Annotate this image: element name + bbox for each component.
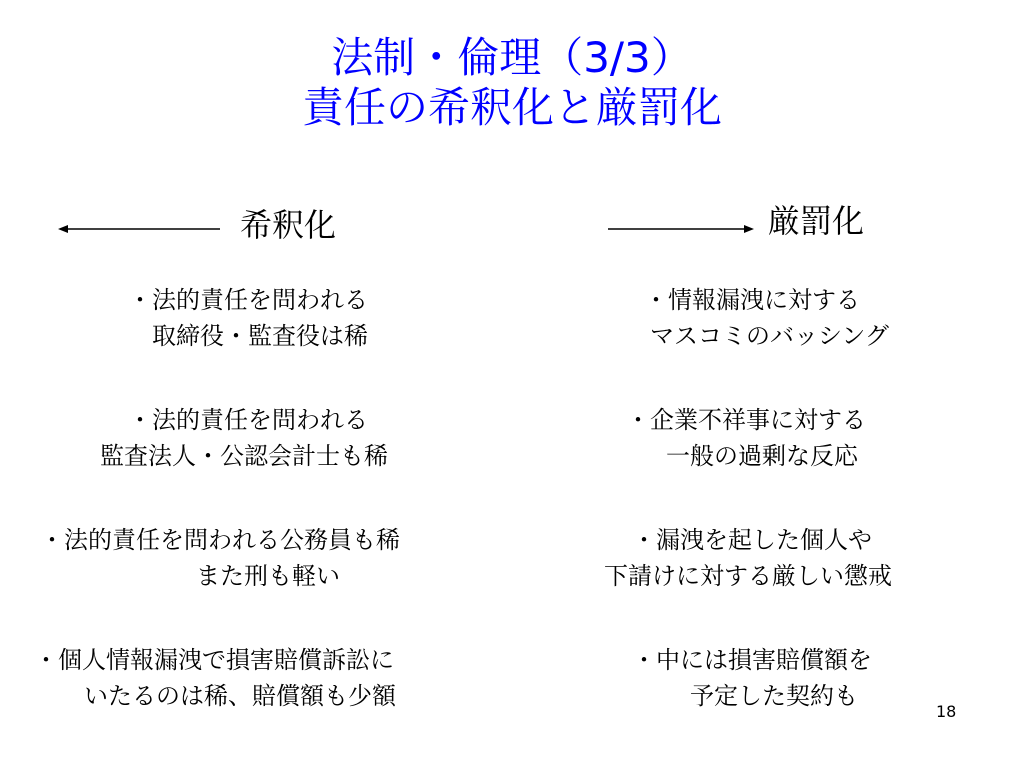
left-item-2-line-2: 監査法人・公認会計士も稀	[100, 442, 388, 470]
slide-title-line-1: 法制・倫理（3/3）	[331, 33, 693, 82]
right-item-2	[626, 402, 866, 438]
right-item-1-line-2: マスコミのバッシング	[650, 322, 889, 350]
right-item-1	[644, 282, 860, 318]
right-item-3-line-1: ・漏洩を起した個人や	[632, 526, 872, 554]
page-number: 18	[936, 702, 957, 721]
arrow-right-icon	[608, 219, 754, 239]
right-item-4-line-2: 予定した契約も	[690, 682, 858, 710]
left-item-3-line-2: また刑も軽い	[196, 562, 340, 590]
left-item-3	[40, 522, 400, 558]
right-item-3-cont	[604, 558, 892, 594]
right-item-2-line-2: 一般の過剰な反応	[666, 442, 858, 470]
left-item-1-line-1: ・法的責任を問われる	[128, 286, 368, 314]
left-item-1-line-2: 取締役・監査役は稀	[152, 322, 368, 350]
right-item-3-line-2: 下請けに対する厳しい懲戒	[604, 562, 892, 590]
left-item-3-line-1: ・法的責任を問われる公務員も稀	[40, 526, 400, 554]
left-item-2-cont	[100, 438, 388, 474]
heading-severe-punishment: 厳罰化	[768, 202, 865, 240]
right-item-1-cont	[650, 318, 889, 354]
left-item-2	[128, 402, 368, 438]
left-item-4-line-2: いたるのは稀、賠償額も少額	[84, 682, 396, 710]
right-item-2-line-1: ・企業不祥事に対する	[626, 406, 866, 434]
left-item-2-line-1: ・法的責任を問われる	[128, 406, 368, 434]
left-item-4-line-1: ・個人情報漏洩で損害賠償訴訟に	[34, 646, 394, 674]
slide-title-line-2: 責任の希釈化と厳罰化	[301, 83, 722, 132]
right-item-1-line-1: ・情報漏洩に対する	[644, 286, 860, 314]
arrow-left-icon	[58, 219, 220, 239]
left-item-3-cont	[196, 558, 340, 594]
heading-dilution: 希釈化	[240, 206, 337, 244]
right-item-4	[632, 642, 872, 678]
left-item-4	[34, 642, 394, 678]
right-item-3	[632, 522, 872, 558]
right-item-4-cont	[690, 678, 858, 714]
right-item-4-line-1: ・中には損害賠償額を	[632, 646, 872, 674]
right-item-2-cont	[666, 438, 858, 474]
left-item-4-cont	[84, 678, 396, 714]
left-item-1	[128, 282, 368, 354]
